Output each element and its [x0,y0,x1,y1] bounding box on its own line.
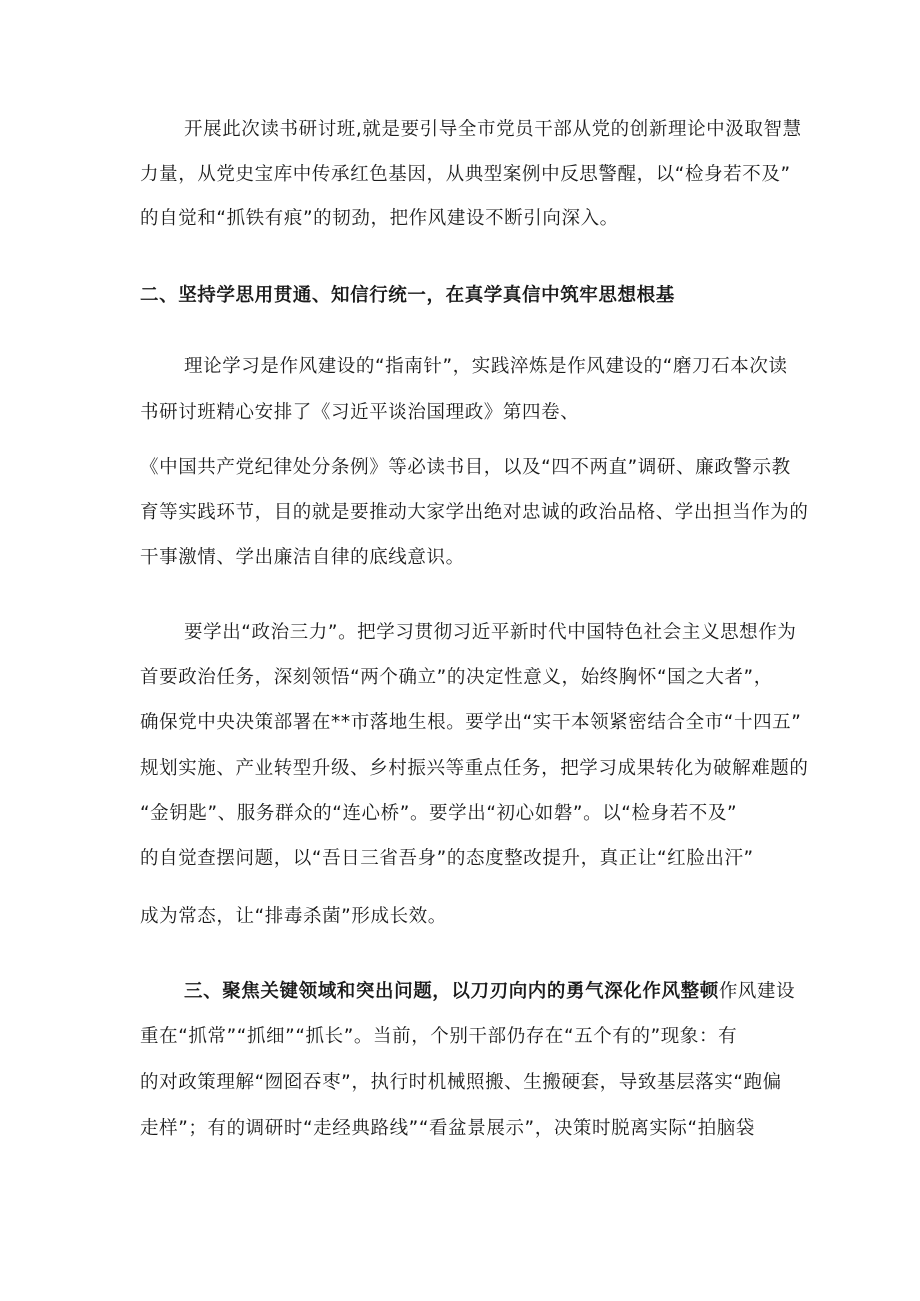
paragraph-2-line-3: 《中国共产党纪律处分条例》等必读书目，以及“四不两直”调研、廉政警示教 [140,457,791,478]
section-heading-2: 二、坚持学思用贯通、知信行统一，在真学真信中筑牢思想根基 [140,285,675,306]
paragraph-4-line-1-tail: 作风建设 [718,981,796,1002]
paragraph-1-line-3: 的自觉和“抓铁有痕”的韧劲，把作风建设不断引向深入。 [140,208,619,229]
paragraph-3-line-6: 的自觉查摆问题，以“吾日三省吾身”的态度整改提升，真正让“红脸出汗” [140,848,754,869]
paragraph-3-line-1: 要学出“政治三力”。把学习贯彻习近平新时代中国特色社会主义思想作为 [184,622,797,643]
paragraph-4-line-3: 的对政策理解“囫囵吞枣”，执行时机械照搬、生搬硬套，导致基层落实“跑偏 [140,1072,782,1093]
paragraph-2-line-4: 育等实践环节，目的就是要推动大家学出绝对忠诚的政治品格、学出担当作为的 [140,502,809,523]
paragraph-3-line-7: 成为常态，让“排毒杀菌”形成长效。 [140,906,447,927]
paragraph-4-line-1 [184,980,795,1004]
paragraph-1-line-2: 力量，从党史宝库中传承红色基因，从典型案例中反思警醒，以“检身若不及” [140,164,791,185]
paragraph-2-line-5: 干事激情、学出廉洁自律的底线意识。 [140,547,465,568]
paragraph-1-line-1: 开展此次读书研讨班,就是要引导全市党员干部从党的创新理论中汲取智慧 [184,119,802,140]
paragraph-4-line-4: 走样”；有的调研时“走经典路线”“看盆景展示”，决策时脱离实际“拍脑袋 [140,1118,756,1139]
paragraph-3-line-5: “金钥匙”、服务群众的“连心桥”。要学出“初心如磐”。以“检身若不及” [140,803,738,824]
paragraph-3-line-4: 规划实施、产业转型升级、乡村振兴等重点任务，把学习成果转化为破解难题的 [140,758,809,779]
paragraph-2-line-1: 理论学习是作风建设的“指南针”，实践淬炼是作风建设的“磨刀石本次读 [184,356,788,377]
paragraph-2-line-2: 书研讨班精心安排了《习近平谈治国理政》第四卷、 [140,402,580,423]
section-heading-3: 三、聚焦关键领域和突出问题，以刀刃向内的勇气深化作风整顿 [184,981,719,1002]
paragraph-4-line-2: 重在“抓常”“抓细”“抓长”。当前，个别干部仍存在“五个有的”现象：有 [140,1026,738,1047]
paragraph-3-line-3: 确保党中央决策部署在**市落地生根。要学出“实干本领紧密结合全市“十四五” [140,712,802,733]
paragraph-3-line-2: 首要政治任务，深刻领悟“两个确立”的决定性意义，始终胸怀“国之大者”， [140,667,773,688]
